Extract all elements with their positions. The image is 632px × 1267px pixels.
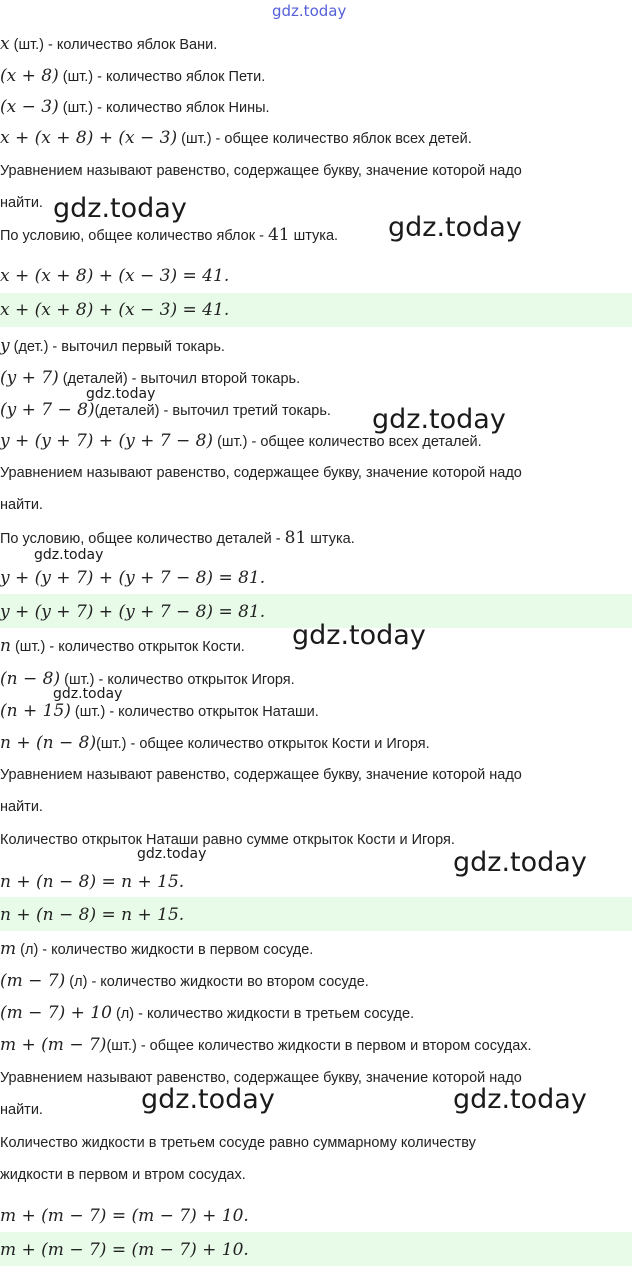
watermark: gdz.today [388, 212, 522, 243]
p1-definition-2: найти. [0, 195, 43, 211]
p3-line1: n (шт.) - количество открыток Кости. [0, 636, 245, 656]
p4-equation: m + (m − 7) = (m − 7) + 10. [0, 1206, 249, 1226]
p2-equation: y + (y + 7) + (y + 7 − 8) = 81. [0, 568, 266, 588]
p1-line1: x (шт.) - количество яблок Вани. [0, 34, 218, 54]
p2-definition-2: найти. [0, 497, 43, 513]
watermark: gdz.today [53, 686, 123, 702]
p3-condition: Количество открыток Наташи равно сумме открыток Кости и Игоря. [0, 832, 455, 848]
p3-equation: n + (n − 8) = n + 15. [0, 872, 185, 892]
p1-condition: По условию, общее количество яблок - 41 штука. [0, 225, 339, 245]
p2-answer: y + (y + 7) + (y + 7 − 8) = 81. [0, 602, 266, 622]
p3-answer: n + (n − 8) = n + 15. [0, 905, 185, 925]
watermark: gdz.today [141, 1084, 275, 1115]
p2-line2: (y + 7) (деталей) - выточил второй токарь. [0, 368, 301, 388]
p4-line4: m + (m − 7)(шт.) - общее количество жидкости в первом и втором сосудах. [0, 1035, 532, 1055]
watermark: gdz.today [453, 847, 587, 878]
p3-definition-1: Уравнением называют равенство, содержащее букву, значение которой надо [0, 767, 522, 783]
p2-line3: (y + 7 − 8)(деталей) - выточил третий токарь. [0, 400, 331, 420]
watermark-top: gdz.today [272, 2, 347, 20]
p4-condition-1: Количество жидкости в третьем сосуде равно суммарному количеству [0, 1135, 476, 1151]
p4-line1: m (л) - количество жидкости в первом сосуде. [0, 939, 314, 959]
p4-line3: (m − 7) + 10 (л) - количество жидкости в третьем сосуде. [0, 1003, 415, 1023]
p3-line3: (n + 15) (шт.) - количество открыток Наташи. [0, 701, 319, 721]
watermark: gdz.today [53, 193, 187, 224]
p4-definition-2: найти. [0, 1102, 43, 1118]
p3-line2: (n − 8) (шт.) - количество открыток Игоря. [0, 669, 295, 689]
p4-line2: (m − 7) (л) - количество жидкости во втором сосуде. [0, 971, 369, 991]
p1-line2: (x + 8) (шт.) - количество яблок Пети. [0, 66, 266, 86]
p2-definition-1: Уравнением называют равенство, содержащее букву, значение которой надо [0, 465, 522, 481]
watermark: gdz.today [453, 1084, 587, 1115]
watermark: gdz.today [137, 846, 207, 862]
p4-definition-1: Уравнением называют равенство, содержащее букву, значение которой надо [0, 1070, 522, 1086]
p1-answer: x + (x + 8) + (x − 3) = 41. [0, 300, 230, 320]
p3-definition-2: найти. [0, 799, 43, 815]
p1-equation: x + (x + 8) + (x − 3) = 41. [0, 266, 230, 286]
watermark: gdz.today [86, 386, 156, 402]
p1-definition-1: Уравнением называют равенство, содержащее букву, значение которой надо [0, 163, 522, 179]
p3-line4: n + (n − 8)(шт.) - общее количество открыток Кости и Игоря. [0, 733, 430, 753]
p4-answer: m + (m − 7) = (m − 7) + 10. [0, 1240, 249, 1260]
p1-line3: (x − 3) (шт.) - количество яблок Нины. [0, 97, 270, 117]
p2-condition: По условию, общее количество деталей - 81 штука. [0, 528, 355, 548]
p2-line4: y + (y + 7) + (y + 7 − 8) (шт.) - общее количество всех деталей. [0, 431, 482, 451]
p2-line1: y (дет.) - выточил первый токарь. [0, 336, 225, 356]
watermark: gdz.today [34, 547, 104, 563]
p1-line4: x + (x + 8) + (x − 3) (шт.) - общее количество яблок всех детей. [0, 128, 472, 148]
watermark: gdz.today [292, 620, 426, 651]
p4-condition-2: жидкости в первом и втром сосудах. [0, 1167, 246, 1183]
watermark: gdz.today [372, 404, 506, 435]
